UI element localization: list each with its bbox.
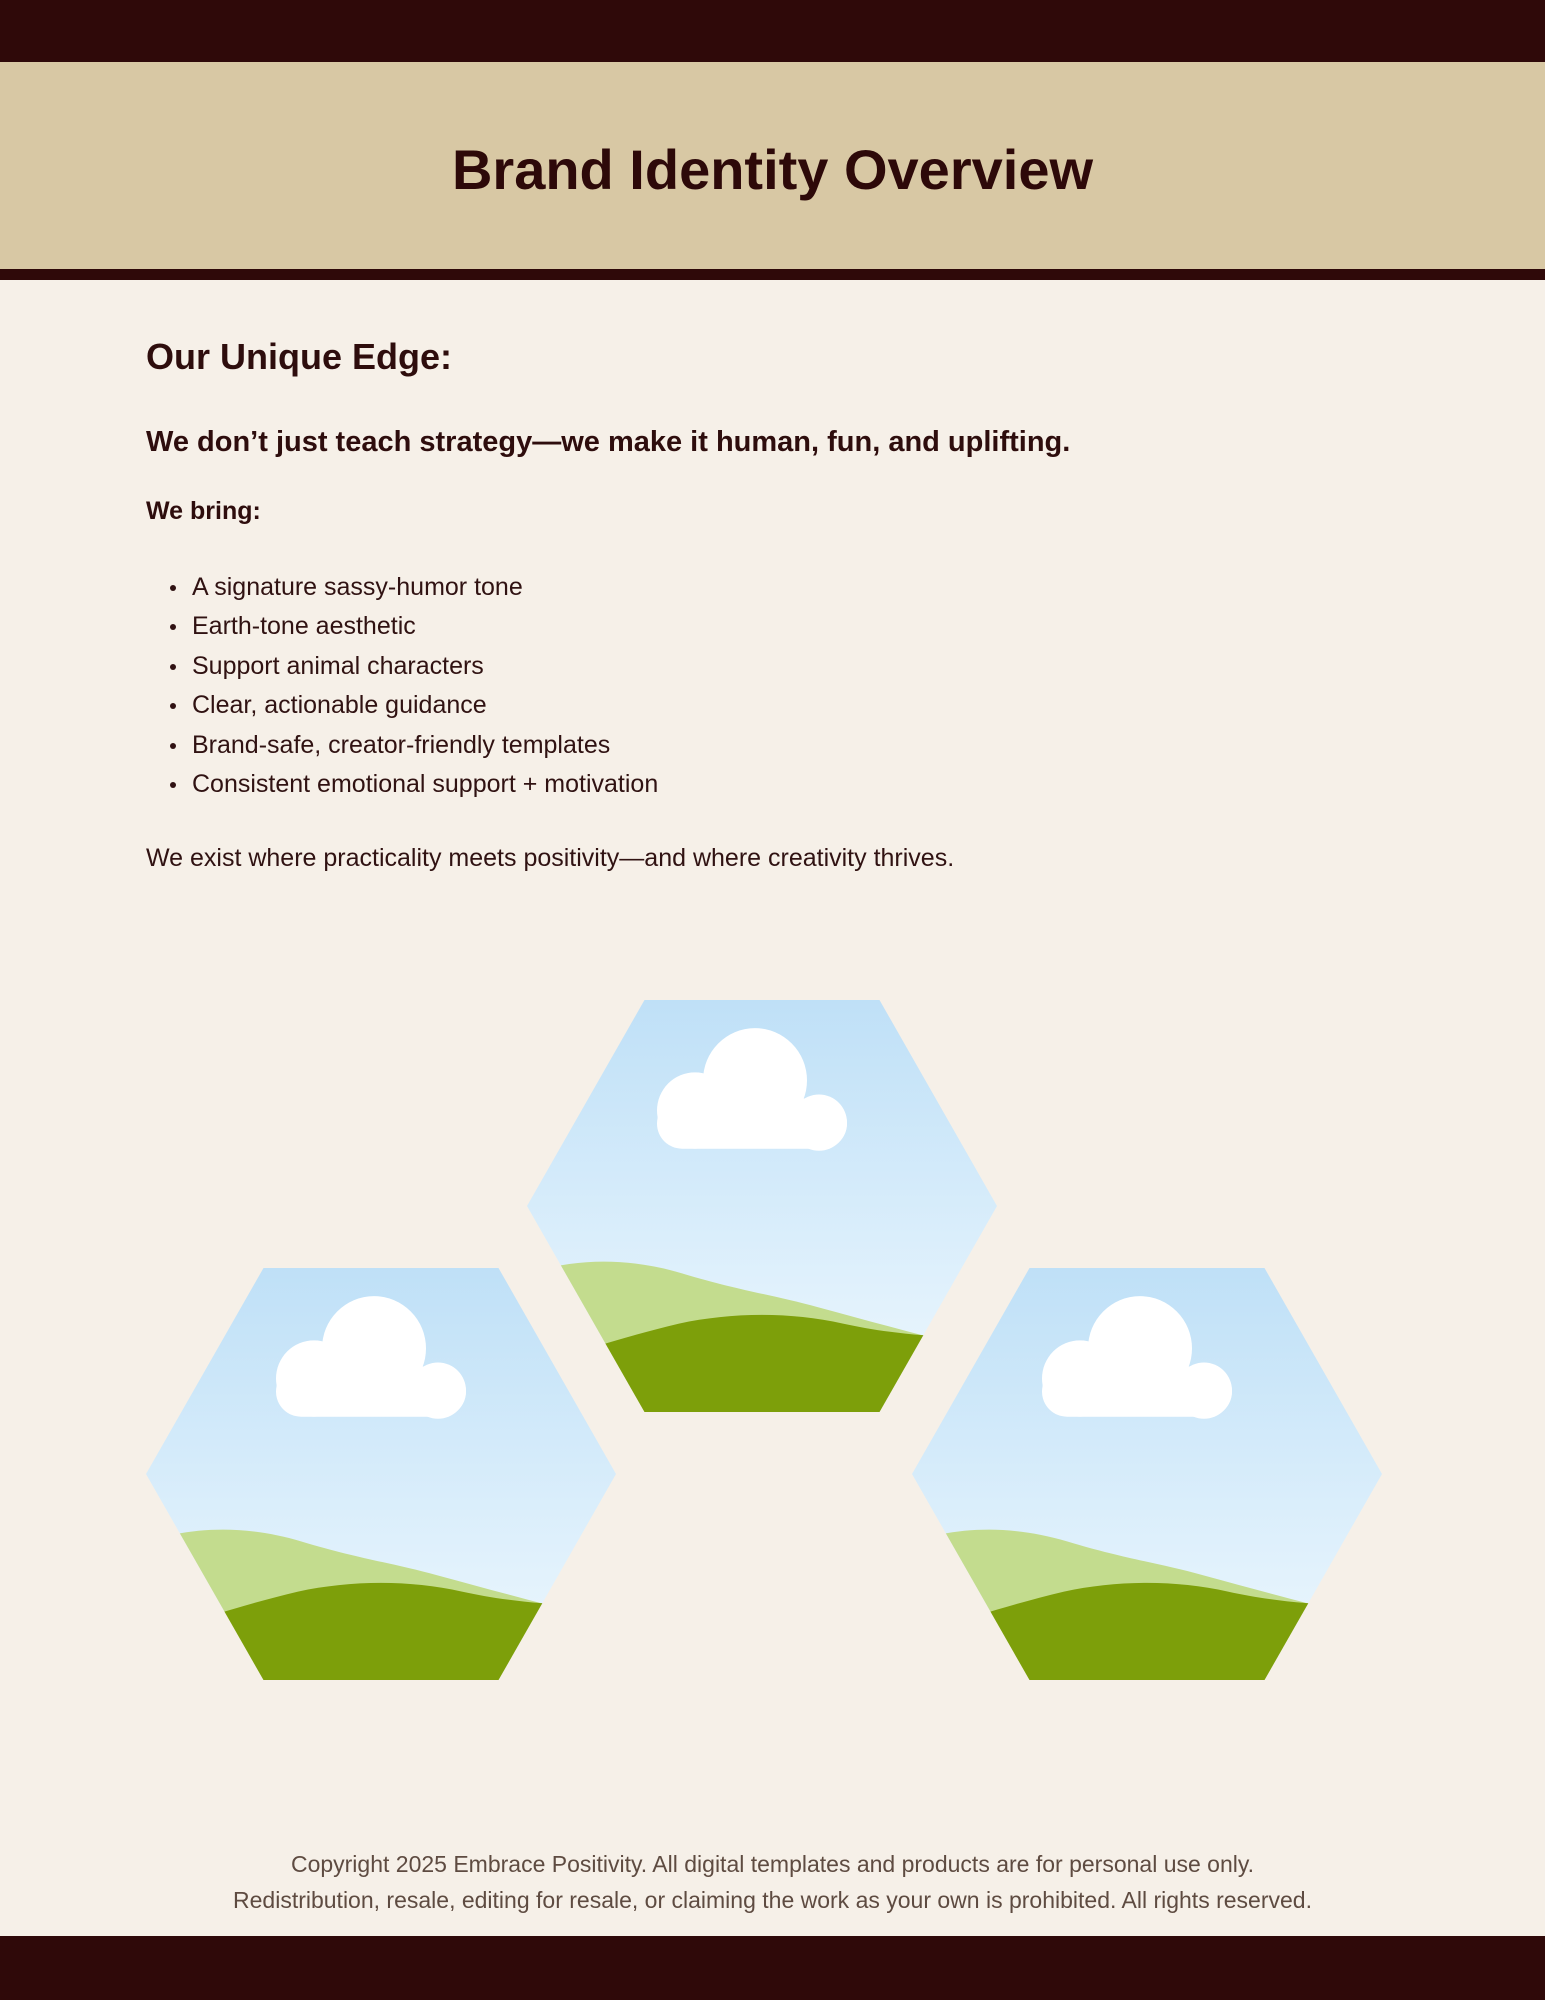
list-item: Brand-safe, creator-friendly templates — [146, 726, 1415, 766]
closing-line: We exist where practicality meets positivity—and where creativity thrives. — [146, 843, 955, 872]
copyright-line-2: Redistribution, resale, editing for resale, or claiming the work as your own is prohibited. All rights reserved. — [233, 1887, 1312, 1913]
list-item: Earth-tone aesthetic — [146, 607, 1415, 647]
list-item: Support animal characters — [146, 647, 1415, 687]
header-divider — [0, 269, 1545, 280]
landscape-hexagon-top — [527, 1000, 997, 1412]
copyright-line-1: Copyright 2025 Embrace Positivity. All digital templates and products are for personal use only. — [290, 1851, 1255, 1877]
main-content — [146, 280, 1415, 874]
bottom-accent-bar — [0, 1936, 1545, 2000]
section-heading: Our Unique Edge: — [146, 336, 452, 377]
top-accent-bar — [0, 0, 1545, 62]
list-item: A signature sassy-humor tone — [146, 568, 1415, 608]
page-title: Brand Identity Overview — [451, 138, 1094, 201]
landscape-image — [527, 1000, 997, 1412]
landscape-hexagon-left — [146, 1268, 616, 1680]
header-band — [0, 62, 1545, 269]
bullet-list — [146, 568, 1415, 805]
landscape-image — [912, 1268, 1382, 1680]
subheading: We don’t just teach strategy—we make it human, fun, and uplifting. — [146, 426, 1071, 459]
copyright-notice — [0, 1846, 1545, 1918]
list-intro: We bring: — [146, 496, 261, 525]
landscape-hexagon-right — [912, 1268, 1382, 1680]
landscape-image — [146, 1268, 616, 1680]
list-item: Consistent emotional support + motivation — [146, 765, 1415, 805]
list-item: Clear, actionable guidance — [146, 686, 1415, 726]
